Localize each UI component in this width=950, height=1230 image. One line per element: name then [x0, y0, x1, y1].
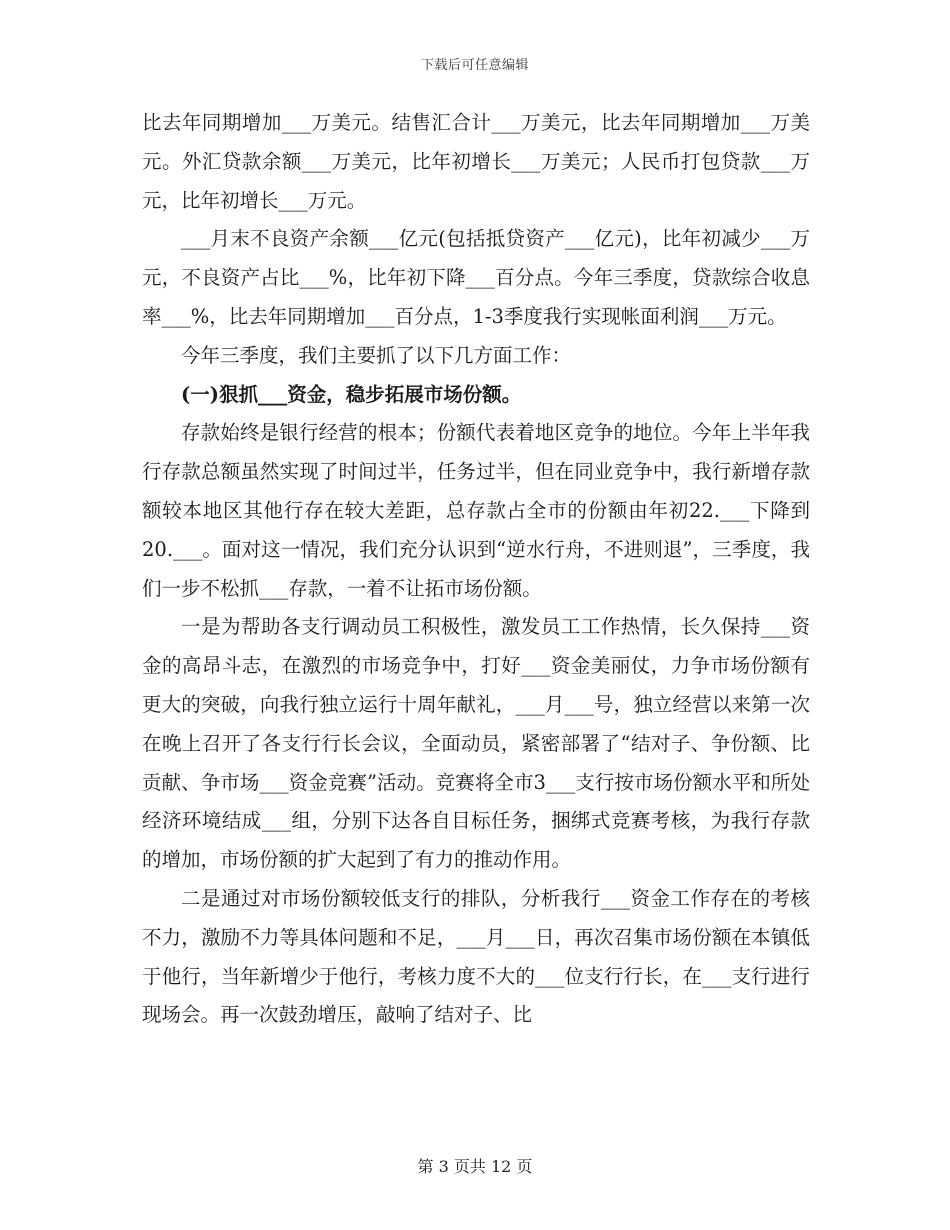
document-body	[142, 104, 810, 1035]
page-footer: 第 3 页共 12 页	[417, 1157, 533, 1176]
paragraph-5: 一是为帮助各支行调动员工积极性，激发员工工作热情，长久保持___资金的高昂斗志，在激烈的市场竞争中，打好___资金美丽仗，力争市场份额有更大的突破，向我行独立运行十周年献礼，___月___号，独立经营以来第一次在晚上召开了各支行行长会议，全面动员，紧密部署了“结对子、争份额、比贡献、争市场___资金竞赛”活动。竞赛将全市3___支行按市场份额水平和所处经济环境结成___组，分别下达各自目标任务，捆绑式竞赛考核，为我行存款的增加，市场份额的扩大起到了有力的推动作用。	[142, 615, 810, 872]
paragraph-3: 今年三季度，我们主要抓了以下几方面工作：	[181, 343, 572, 367]
page-header: 下载后可任意编辑	[420, 58, 529, 73]
section-heading: (一)狠抓___资金，稳步拓展市场份额。	[181, 382, 522, 406]
paragraph-2: ___月末不良资产余额___亿元(包括抵贷资产___亿元)，比年初减少___万元，不良资产占比___%，比年初下降___百分点。今年三季度，贷款综合收息率___%，比去年同期增加___百分点，1-3季度我行实现帐面利润___万元。	[142, 227, 810, 328]
paragraph-6: 二是通过对市场份额较低支行的排队，分析我行___资金工作存在的考核不力，激励不力等具体问题和不足，___月___日，再次召集市场份额在本镇低于他行，当年新增少于他行，考核力度不大的___位支行行长，在___支行进行现场会。再一次鼓劲增压，敲响了结对子、比	[142, 886, 810, 1027]
paragraph-1: 比去年同期增加___万美元。结售汇合计___万美元，比去年同期增加___万美元。外汇贷款余额___万美元，比年初增长___万美元；人民币打包贷款___万元，比年初增长___万元。	[142, 111, 810, 212]
paragraph-4: 存款始终是银行经营的根本；份额代表着地区竞争的地位。今年上半年我行存款总额虽然实现了时间过半，任务过半，但在同业竞争中，我行新增存款额较本地区其他行存在较大差距，总存款占全市的份额由年初22.___下降到20.___。面对这一情况，我们充分认识到“逆水行舟，不进则退”，三季度，我们一步不松抓___存款，一着不让拓市场份额。	[142, 421, 810, 600]
